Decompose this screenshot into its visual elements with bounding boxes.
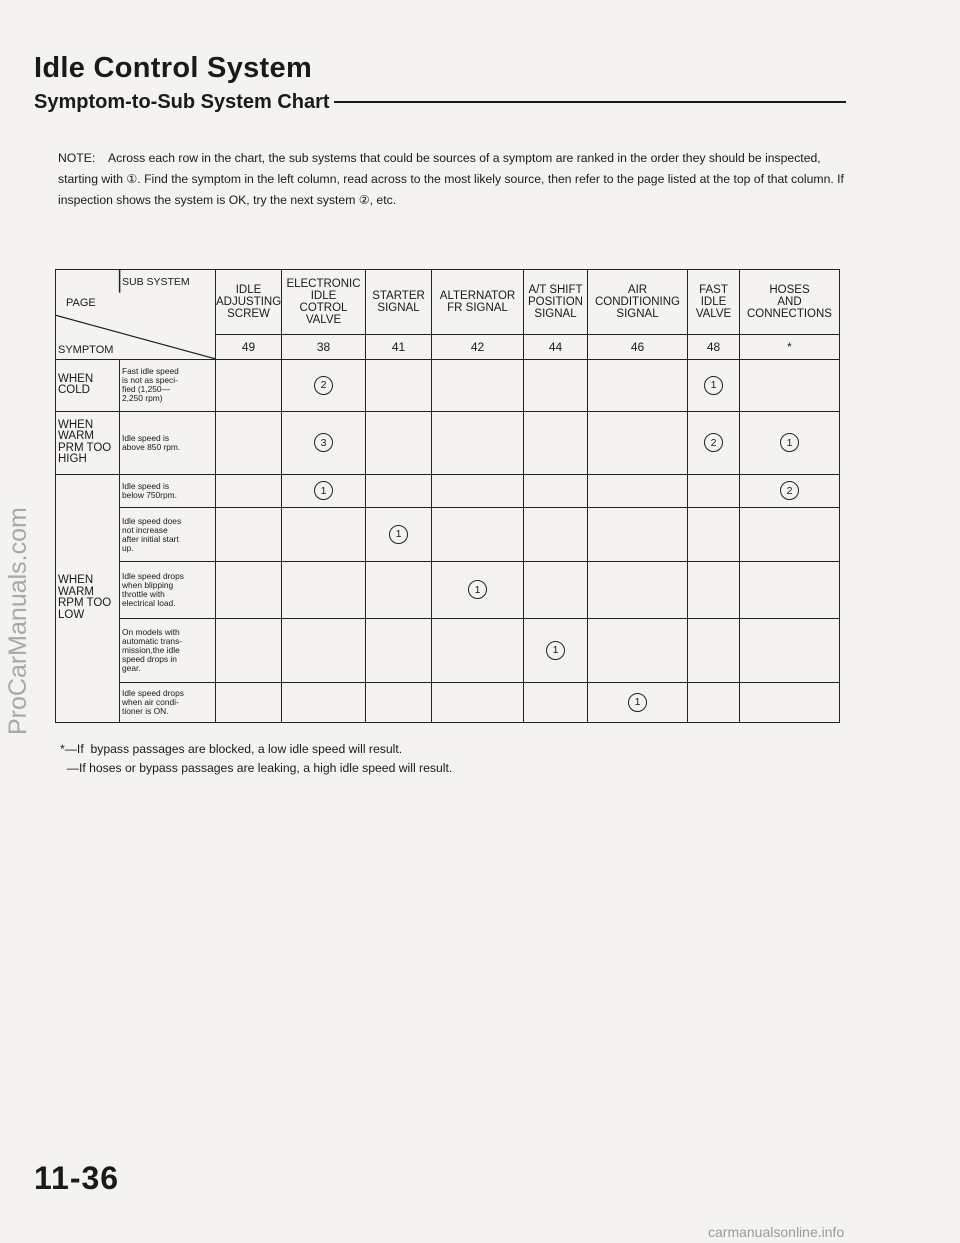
page-number-cell: 48 [688, 334, 740, 359]
rank-cell [588, 474, 688, 507]
rank-cell [524, 474, 588, 507]
rank-marker: 1 [704, 376, 723, 395]
condition-cell: WHEN WARM PRM TOO HIGH [56, 411, 120, 474]
rank-cell [740, 618, 840, 683]
table-row [56, 411, 840, 474]
rank-cell [366, 474, 432, 507]
rank-cell [524, 359, 588, 411]
rank-cell [524, 618, 588, 683]
page-title: Idle Control System [34, 52, 313, 84]
column-header: HOSES AND CONNECTIONS [740, 270, 840, 335]
rank-cell [366, 683, 432, 723]
footer-site-watermark: carmanualsonline.info [708, 1224, 845, 1240]
rank-cell [524, 562, 588, 618]
rank-cell [688, 618, 740, 683]
rank-cell [216, 683, 282, 723]
rank-marker: 1 [546, 641, 565, 660]
side-watermark: ProCarManuals.com [4, 507, 32, 735]
rank-marker: 1 [468, 580, 487, 599]
rank-cell [524, 411, 588, 474]
note-paragraph [58, 148, 848, 211]
condition-cell: WHEN WARM RPM TOO LOW [56, 474, 120, 722]
corner-symptom-label: SYMPTOM [58, 344, 114, 356]
symptom-description: Fast idle speed is not as speci- fied (1,250— 2,250 rpm) [120, 359, 216, 411]
rank-cell [588, 562, 688, 618]
rank-marker: 1 [628, 693, 647, 712]
table-row [56, 562, 840, 618]
rank-marker: 1 [314, 481, 333, 500]
footnote-1: *—If bypass passages are blocked, a low idle speed will result. [60, 742, 403, 756]
rank-cell [688, 411, 740, 474]
rank-marker: 2 [704, 433, 723, 452]
rank-cell [688, 562, 740, 618]
rank-cell [282, 474, 366, 507]
symptom-description: Idle speed drops when blipping throttle with electrical load. [120, 562, 216, 618]
note-label: NOTE: [58, 151, 96, 165]
rank-cell [588, 683, 688, 723]
rank-cell [688, 359, 740, 411]
rank-cell [366, 618, 432, 683]
corner-sub-system-label: SUB SYSTEM [122, 276, 190, 288]
rank-marker: 1 [780, 433, 799, 452]
page-number-cell: 42 [432, 334, 524, 359]
rank-cell [740, 683, 840, 723]
rank-cell [432, 562, 524, 618]
rank-cell [688, 507, 740, 561]
table-row [56, 618, 840, 683]
symptom-description: Idle speed drops when air condi- tioner is ON. [120, 683, 216, 723]
rank-cell [282, 683, 366, 723]
rank-cell [524, 507, 588, 561]
table-row [56, 359, 840, 411]
table-row [56, 507, 840, 561]
rank-cell [432, 618, 524, 683]
rank-cell [432, 474, 524, 507]
page-number-cell: 46 [588, 334, 688, 359]
column-header: IDLE ADJUSTING SCREW [216, 270, 282, 335]
rank-cell [740, 474, 840, 507]
rank-cell [216, 474, 282, 507]
section-subtitle: Symptom-to-Sub System Chart [34, 90, 330, 113]
rank-cell [366, 411, 432, 474]
rank-cell [432, 411, 524, 474]
section-header [34, 89, 846, 115]
rank-cell [216, 562, 282, 618]
rank-cell [524, 683, 588, 723]
rank-cell [588, 359, 688, 411]
footnotes [60, 740, 452, 778]
rank-cell [282, 618, 366, 683]
symptom-chart-table [55, 269, 840, 723]
column-header: FAST IDLE VALVE [688, 270, 740, 335]
page-number: 11-36 [34, 1160, 120, 1196]
column-header: ELECTRONIC IDLE COTROL VALVE [282, 270, 366, 335]
table-row [56, 683, 840, 723]
rank-cell [432, 359, 524, 411]
page-number-cell: 41 [366, 334, 432, 359]
page-number-cell: 44 [524, 334, 588, 359]
column-header: A/T SHIFT POSITION SIGNAL [524, 270, 588, 335]
rank-cell [588, 618, 688, 683]
symptom-description: Idle speed is above 850 rpm. [120, 411, 216, 474]
chart-body [56, 270, 840, 723]
symptom-description: On models with automatic trans- mission,the idle speed drops in gear. [120, 618, 216, 683]
rank-cell [366, 359, 432, 411]
rank-marker: 2 [780, 481, 799, 500]
column-header: STARTER SIGNAL [366, 270, 432, 335]
rank-cell [740, 507, 840, 561]
table-row [56, 474, 840, 507]
rank-cell [432, 507, 524, 561]
rank-cell [366, 507, 432, 561]
rank-cell [216, 618, 282, 683]
rank-cell [432, 683, 524, 723]
rank-marker: 3 [314, 433, 333, 452]
header-row [56, 270, 840, 335]
condition-cell: WHEN COLD [56, 359, 120, 411]
footnote-2: —If hoses or bypass passages are leaking, a high idle speed will result. [60, 761, 453, 775]
rank-marker: 1 [389, 525, 408, 544]
rank-cell [588, 411, 688, 474]
rank-cell [740, 411, 840, 474]
page-number-cell: 49 [216, 334, 282, 359]
corner-cell [56, 270, 216, 360]
rank-cell [588, 507, 688, 561]
rank-cell [366, 562, 432, 618]
rank-cell [216, 359, 282, 411]
rank-cell [282, 507, 366, 561]
rank-cell [688, 683, 740, 723]
page-number-cell: 38 [282, 334, 366, 359]
rank-cell [740, 359, 840, 411]
rank-cell [282, 359, 366, 411]
rank-cell [282, 411, 366, 474]
rank-marker: 2 [314, 376, 333, 395]
symptom-description: Idle speed does not increase after initial start up. [120, 507, 216, 561]
rank-cell [688, 474, 740, 507]
symptom-description: Idle speed is below 750rpm. [120, 474, 216, 507]
subtitle-rule [334, 101, 846, 103]
rank-cell [282, 562, 366, 618]
page-number-cell: * [740, 334, 840, 359]
column-header: ALTERNATOR FR SIGNAL [432, 270, 524, 335]
corner-page-label: PAGE [66, 297, 96, 309]
rank-cell [216, 411, 282, 474]
rank-cell [740, 562, 840, 618]
rank-cell [216, 507, 282, 561]
note-text: Across each row in the chart, the sub systems that could be sources of a symptom are ranked in the order they should be inspected, starting with ①. Find the symptom in the left column, read across to the most likely source, then refer to the page listed at the top of that column. If inspection shows the system is OK, try the next system ②, etc. [58, 151, 844, 207]
column-header: AIR CONDITIONING SIGNAL [588, 270, 688, 335]
